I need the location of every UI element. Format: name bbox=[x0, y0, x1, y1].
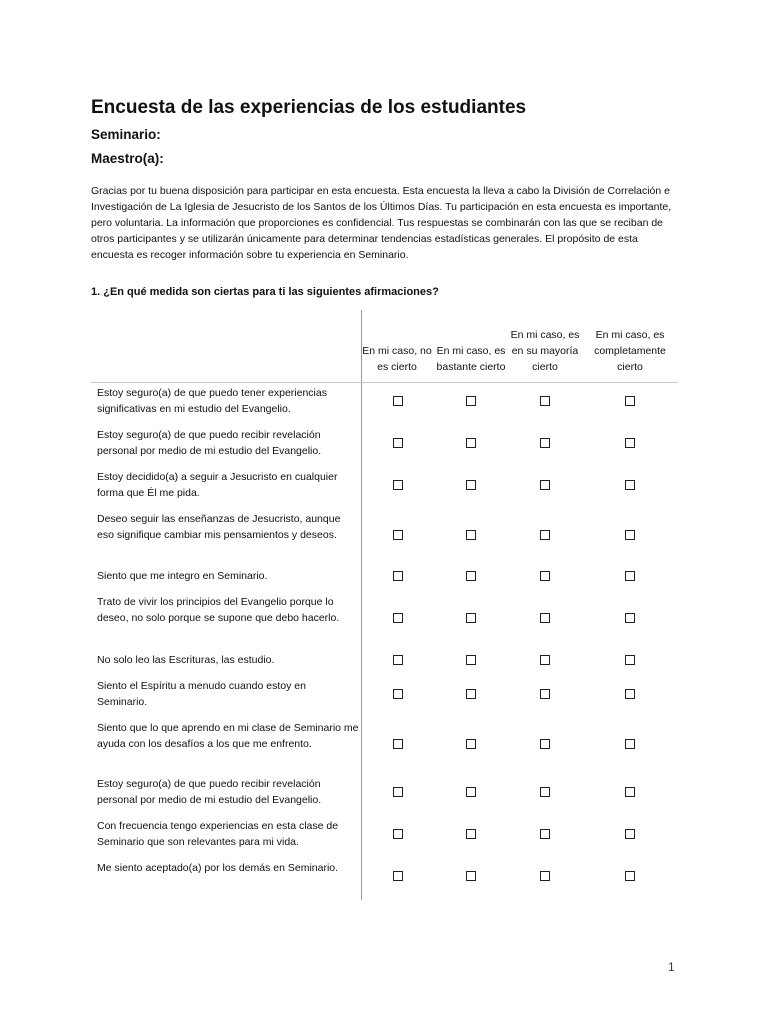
checkbox-not-true[interactable] bbox=[393, 530, 403, 540]
column-header-mostly-true: En mi caso, es en su mayoría cierto bbox=[510, 329, 580, 373]
checkbox-fairly-true[interactable] bbox=[466, 689, 476, 699]
checkbox-mostly-true[interactable] bbox=[540, 871, 550, 881]
checkbox-mostly-true[interactable] bbox=[540, 689, 550, 699]
statement-text: Estoy decidido(a) a seguir a Jesucristo en cualquier forma que Él me pida. bbox=[97, 471, 338, 499]
checkbox-completely-true[interactable] bbox=[625, 689, 635, 699]
table-row bbox=[0, 678, 768, 710]
checkbox-mostly-true[interactable] bbox=[540, 571, 550, 581]
intro-paragraph: Gracias por tu buena disposición para participar en esta encuesta. Esta encuesta la lleva a cabo la División de Correlación e Investigación de La Iglesia de Jesucristo de los Santos de los Últimos Días. Tu participación en esta encuesta es importante, pero voluntaria. La información que proporciones es confidencial. Tus respuestas se combinarán con las que se reciban de otros participantes y se utilizarán únicamente para determinar tendencias estadísticas generales. El propósito de esta encuesta es recoger información sobre tu experiencia en Seminario. bbox=[91, 185, 672, 261]
checkbox-completely-true[interactable] bbox=[625, 655, 635, 665]
checkbox-completely-true[interactable] bbox=[625, 829, 635, 839]
question-heading: 1. ¿En qué medida son ciertas para ti las siguientes afirmaciones? bbox=[91, 286, 439, 298]
checkbox-fairly-true[interactable] bbox=[466, 787, 476, 797]
table-row bbox=[0, 511, 768, 559]
checkbox-completely-true[interactable] bbox=[625, 438, 635, 448]
table-row bbox=[0, 776, 768, 808]
table-row bbox=[0, 427, 768, 459]
statement-text: Me siento aceptado(a) por los demás en Seminario. bbox=[97, 862, 339, 874]
statement-text: Estoy seguro(a) de que puedo recibir revelación personal por medio de mi estudio del Evangelio. bbox=[97, 778, 322, 806]
checkbox-not-true[interactable] bbox=[393, 480, 403, 490]
checkbox-completely-true[interactable] bbox=[625, 530, 635, 540]
checkbox-completely-true[interactable] bbox=[625, 571, 635, 581]
table-divider-horizontal bbox=[91, 382, 678, 383]
checkbox-fairly-true[interactable] bbox=[466, 530, 476, 540]
statement-text: Con frecuencia tengo experiencias en esta clase de Seminario que son relevantes para mi vida. bbox=[97, 820, 339, 848]
statement-text: Siento el Espíritu a menudo cuando estoy en Seminario. bbox=[97, 680, 306, 708]
checkbox-not-true[interactable] bbox=[393, 613, 403, 623]
statement-text: Trato de vivir los principios del Evangelio porque lo deseo, no solo porque se supone que debo hacerlo. bbox=[97, 596, 340, 624]
table-row bbox=[0, 720, 768, 768]
checkbox-fairly-true[interactable] bbox=[466, 396, 476, 406]
checkbox-completely-true[interactable] bbox=[625, 480, 635, 490]
checkbox-not-true[interactable] bbox=[393, 396, 403, 406]
page-number: 1 bbox=[668, 960, 675, 974]
table-row bbox=[0, 594, 768, 642]
statement-text: Estoy seguro(a) de que puedo recibir revelación personal por medio de mi estudio del Evangelio. bbox=[97, 429, 322, 457]
checkbox-mostly-true[interactable] bbox=[540, 480, 550, 490]
table-row bbox=[0, 860, 768, 892]
table-row bbox=[0, 818, 768, 850]
table-row bbox=[0, 385, 768, 417]
table-row bbox=[0, 652, 768, 668]
checkbox-fairly-true[interactable] bbox=[466, 613, 476, 623]
page-title: Encuesta de las experiencias de los estudiantes bbox=[91, 97, 527, 118]
checkbox-not-true[interactable] bbox=[393, 787, 403, 797]
checkbox-not-true[interactable] bbox=[393, 571, 403, 581]
checkbox-completely-true[interactable] bbox=[625, 739, 635, 749]
checkbox-completely-true[interactable] bbox=[625, 871, 635, 881]
checkbox-not-true[interactable] bbox=[393, 438, 403, 448]
column-header-fairly-true: En mi caso, es bastante cierto bbox=[436, 345, 506, 373]
checkbox-fairly-true[interactable] bbox=[466, 739, 476, 749]
checkbox-mostly-true[interactable] bbox=[540, 396, 550, 406]
statement-text: No solo leo las Escrituras, las estudio. bbox=[97, 654, 275, 666]
checkbox-completely-true[interactable] bbox=[625, 613, 635, 623]
column-header-completely-true: En mi caso, es completamente cierto bbox=[594, 329, 666, 373]
checkbox-not-true[interactable] bbox=[393, 689, 403, 699]
checkbox-mostly-true[interactable] bbox=[540, 655, 550, 665]
table-row bbox=[0, 469, 768, 501]
statement-text: Deseo seguir las enseñanzas de Jesucristo, aunque eso signifique cambiar mis pensamientos y deseos. bbox=[97, 513, 341, 541]
checkbox-fairly-true[interactable] bbox=[466, 480, 476, 490]
checkbox-not-true[interactable] bbox=[393, 739, 403, 749]
checkbox-mostly-true[interactable] bbox=[540, 787, 550, 797]
seminario-label: Seminario: bbox=[91, 127, 161, 142]
checkbox-mostly-true[interactable] bbox=[540, 829, 550, 839]
statement-text: Siento que me integro en Seminario. bbox=[97, 570, 268, 582]
table-row bbox=[0, 568, 768, 584]
statement-text: Siento que lo que aprendo en mi clase de Seminario me ayuda con los desafíos a los que me enfrento. bbox=[97, 722, 359, 750]
checkbox-mostly-true[interactable] bbox=[540, 438, 550, 448]
checkbox-not-true[interactable] bbox=[393, 655, 403, 665]
statement-text: Estoy seguro(a) de que puedo tener experiencias significativas en mi estudio del Evangelio. bbox=[97, 387, 327, 415]
maestro-label: Maestro(a): bbox=[91, 151, 164, 166]
checkbox-mostly-true[interactable] bbox=[540, 530, 550, 540]
column-header-not-true: En mi caso, no es cierto bbox=[362, 345, 432, 373]
checkbox-not-true[interactable] bbox=[393, 871, 403, 881]
checkbox-fairly-true[interactable] bbox=[466, 655, 476, 665]
checkbox-mostly-true[interactable] bbox=[540, 613, 550, 623]
checkbox-not-true[interactable] bbox=[393, 829, 403, 839]
checkbox-fairly-true[interactable] bbox=[466, 438, 476, 448]
checkbox-fairly-true[interactable] bbox=[466, 571, 476, 581]
checkbox-fairly-true[interactable] bbox=[466, 871, 476, 881]
checkbox-mostly-true[interactable] bbox=[540, 739, 550, 749]
checkbox-completely-true[interactable] bbox=[625, 396, 635, 406]
checkbox-fairly-true[interactable] bbox=[466, 829, 476, 839]
checkbox-completely-true[interactable] bbox=[625, 787, 635, 797]
